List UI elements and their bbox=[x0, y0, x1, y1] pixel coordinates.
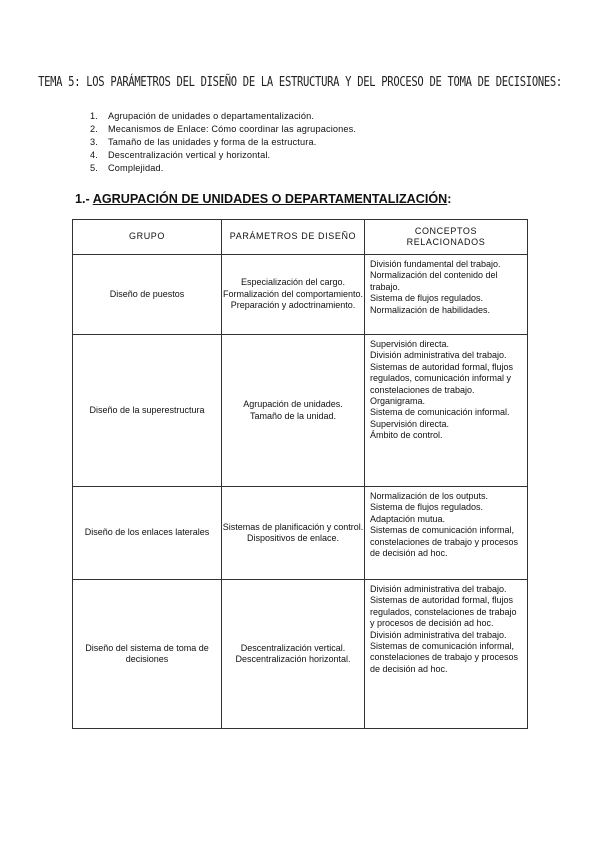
parametros-cell: Agrupación de unidades. Tamaño de la unidad. bbox=[222, 335, 365, 487]
header-grupo: GRUPO bbox=[73, 220, 222, 255]
section-heading: 1.- AGRUPACIÓN DE UNIDADES O DEPARTAMENTALIZACIÓN: bbox=[75, 192, 452, 206]
parametros-cell: Sistemas de planificación y control. Dispositivos de enlace. bbox=[222, 487, 365, 580]
grupo-cell: Diseño del sistema de toma de decisiones bbox=[73, 580, 222, 729]
header-conceptos: CONCEPTOS RELACIONADOS bbox=[364, 220, 527, 255]
conceptos-cell: División fundamental del trabajo. Normalización del contenido del trabajo. Sistema de flujos regulados. Normalización de habilidades. bbox=[364, 255, 527, 335]
list-item: 1. Agrupación de unidades o departamentalización. bbox=[90, 111, 315, 121]
grupo-cell: Diseño de los enlaces laterales bbox=[73, 487, 222, 580]
topic-list bbox=[90, 110, 356, 175]
conceptos-cell: Normalización de los outputs. Sistema de flujos regulados. Adaptación mutua. Sistemas de comunicación informal, constelaciones de trabajo y procesos de decisión ad hoc. bbox=[364, 487, 527, 580]
table-row bbox=[73, 487, 528, 580]
list-item: 3. Tamaño de las unidades y forma de la estructura. bbox=[90, 137, 317, 148]
table-row bbox=[73, 335, 528, 487]
grupo-cell: Diseño de la superestructura bbox=[73, 335, 222, 487]
parametros-cell: Descentralización vertical. Descentralización horizontal. bbox=[222, 580, 365, 729]
design-parameters-table bbox=[72, 219, 528, 729]
document-title: TEMA 5: LOS PARÁMETROS DEL DISEÑO DE LA ESTRUCTURA Y DEL PROCESO DE TOMA DE DECISIONES: bbox=[38, 74, 562, 90]
table-row bbox=[73, 580, 528, 729]
grupo-cell: Diseño de puestos bbox=[73, 255, 222, 335]
table-header-row bbox=[73, 220, 528, 255]
table-row bbox=[73, 255, 528, 335]
parametros-cell: Especialización del cargo. Formalización del comportamiento. Preparación y adoctrinamiento. bbox=[222, 255, 365, 335]
list-item: 4. Descentralización vertical y horizontal. bbox=[90, 150, 271, 161]
list-item: 5. Complejidad. bbox=[90, 163, 164, 174]
list-item: 2. Mecanismos de Enlace: Cómo coordinar las agrupaciones. bbox=[90, 124, 357, 135]
header-parametros: PARÁMETROS DE DISEÑO bbox=[222, 220, 365, 255]
conceptos-cell: División administrativa del trabajo. Sistemas de autoridad formal, flujos regulados, constelaciones de trabajo y procesos de decisión ad hoc. División administrativa del trabajo. Sistemas de comunicación informal, constelaciones de trabajo y procesos de decisión ad hoc. bbox=[364, 580, 527, 729]
conceptos-cell: Supervisión directa. División administrativa del trabajo. Sistemas de autoridad formal, flujos regulados, comunicación informal y constelaciones de trabajo. Organigrama. Sistema de comunicación informal. Supervisión directa. Ámbito de control. bbox=[364, 335, 527, 487]
